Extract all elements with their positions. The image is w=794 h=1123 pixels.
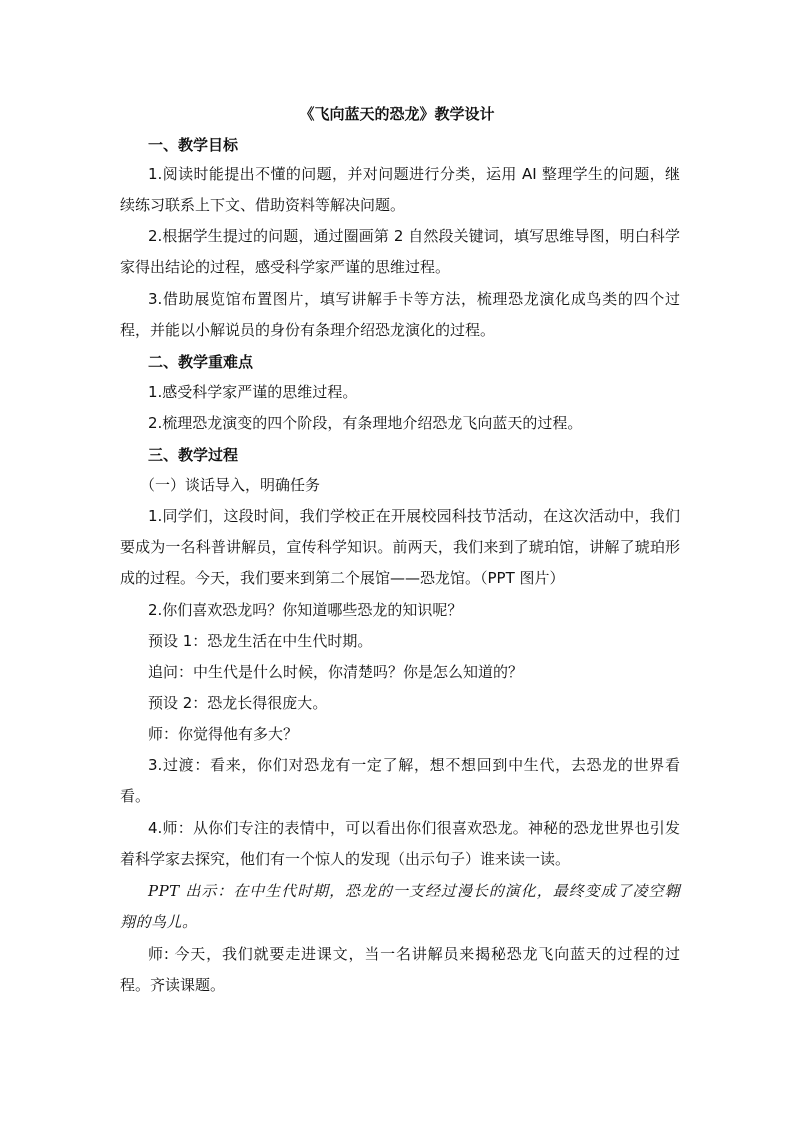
process-paragraph-3: 3.过渡：看来，你们对恐龙有一定了解，想不想回到中生代，去恐龙的世界看看。	[120, 756, 680, 805]
process-preset-1: 预设 1：恐龙生活在中生代时期。	[148, 632, 373, 650]
process-paragraph-4: 4.师：从你们专注的表情中，可以看出你们很喜欢恐龙。神秘的恐龙世界也引发着科学家去探究，他们有一个惊人的发现（出示句子）谁来读一读。	[120, 819, 680, 868]
key-point-paragraph-1: 1.感受科学家严谨的思维过程。	[148, 383, 358, 401]
objective-paragraph-1: 1.阅读时能提出不懂的问题，并对问题进行分类，运用 AI 整理学生的问题，继续练习联系上下文、借助资料等解决问题。	[120, 165, 680, 214]
process-subheading: （一）谈话导入，明确任务	[140, 476, 321, 494]
key-point-paragraph-2: 2.梳理恐龙演变的四个阶段，有条理地介绍恐龙飞向蓝天的过程。	[148, 414, 583, 432]
document-title: 《飞向蓝天的恐龙》教学设计	[299, 105, 495, 123]
objective-paragraph-3: 3.借助展览馆布置图片，填写讲解手卡等方法，梳理恐龙演化成鸟类的四个过程，并能以小解说员的身份有条理介绍恐龙演化的过程。	[120, 290, 680, 339]
ppt-quote: PPT 出示：在中生代时期，恐龙的一支经过漫长的演化，最终变成了凌空翱翔的鸟儿。	[120, 882, 680, 931]
objective-paragraph-2: 2.根据学生提过的问题，通过圈画第 2 自然段关键词，填写思维导图，明白科学家得出结论的过程，感受科学家严谨的思维过程。	[120, 227, 680, 276]
section-heading-objectives: 一、教学目标	[148, 136, 239, 154]
section-heading-key-points: 二、教学重难点	[148, 353, 254, 371]
section-heading-process: 三、教学过程	[148, 446, 239, 464]
process-paragraph-5: 师: 今天，我们就要走进课文，当一名讲解员来揭秘恐龙飞向蓝天的过程的过程。齐读课题。	[120, 945, 680, 994]
process-preset-2: 预设 2：恐龙长得很庞大。	[148, 694, 328, 712]
process-teacher-question: 师：你觉得他有多大？	[148, 725, 299, 743]
process-paragraph-2: 2.你们喜欢恐龙吗？你知道哪些恐龙的知识呢？	[148, 601, 463, 619]
process-follow-up: 追问：中生代是什么时候，你清楚吗？你是怎么知道的？	[148, 663, 524, 681]
process-paragraph-1: 1.同学们，这段时间，我们学校正在开展校园科技节活动，在这次活动中，我们要成为一名科普讲解员，宣传科学知识。前两天，我们来到了琥珀馆，讲解了琥珀形成的过程。今天，我们要来到第二个展馆——恐龙馆。（PPT 图片）	[120, 507, 680, 587]
